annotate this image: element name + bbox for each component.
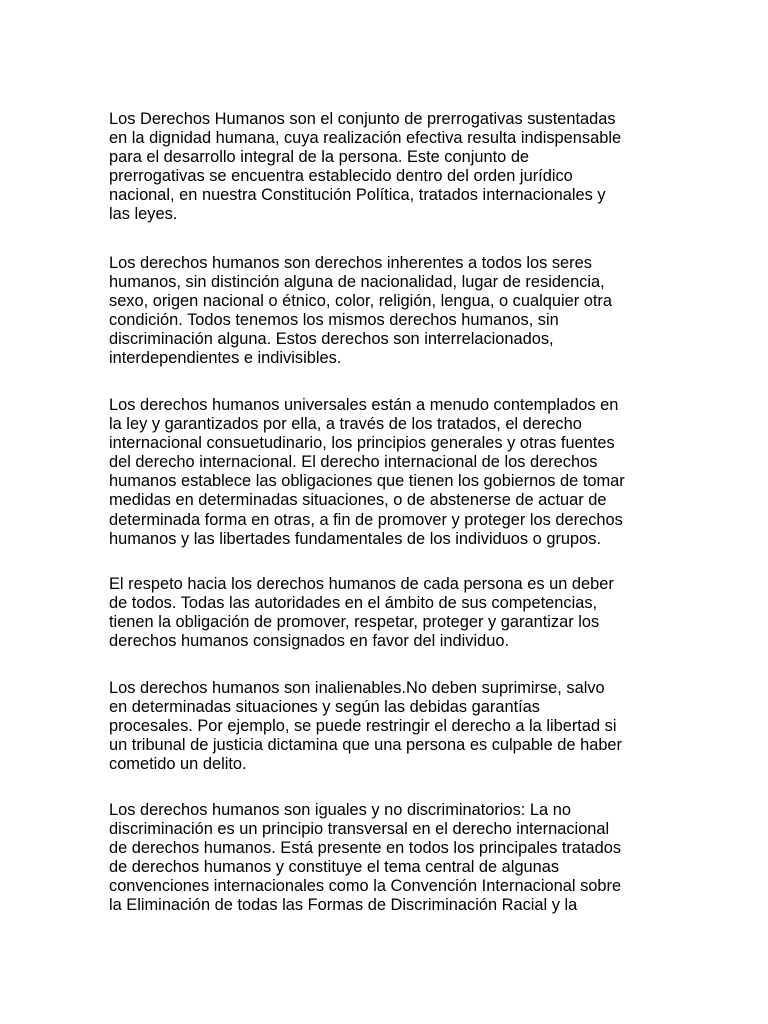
paragraph-line: discriminación es un principio transversal en el derecho internacional (109, 820, 610, 839)
paragraph-line: El respeto hacia los derechos humanos de cada persona es un deber (109, 575, 614, 593)
paragraph-line: para el desarrollo integral de la persona. Este conjunto de (109, 148, 530, 167)
paragraph-line: de derechos humanos. Está presente en todos los principales tratados (109, 839, 622, 858)
paragraph-5 (109, 679, 669, 774)
paragraph-6 (109, 801, 669, 916)
paragraph-line: cometido un delito. (109, 755, 247, 774)
paragraph-line: determinada forma en otras, a fin de promover y proteger los derechos (109, 510, 623, 529)
paragraph-line: Los derechos humanos son inalienables.No deben suprimirse, salvo (109, 679, 605, 697)
paragraph-line: medidas en determinadas situaciones, o de abstenerse de actuar de (109, 491, 607, 510)
paragraph-4 (109, 575, 669, 651)
paragraph-line: tienen la obligación de promover, respetar, proteger y garantizar los (109, 613, 600, 632)
paragraph-line: un tribunal de justicia dictamina que una persona es culpable de haber (109, 736, 623, 755)
paragraph-line: la Eliminación de todas las Formas de Discriminación Racial y la (109, 896, 578, 915)
paragraph-3 (109, 396, 669, 549)
paragraph-line: Los derechos humanos son derechos inherentes a todos los seres (109, 254, 592, 272)
paragraph-line: discriminación alguna. Estos derechos son interrelacionados, (109, 330, 554, 349)
paragraph-line: condición. Todos tenemos los mismos derechos humanos, sin (109, 311, 559, 330)
paragraph-line: nacional, en nuestra Constitución Política, tratados internacionales y (109, 186, 606, 205)
paragraph-line: Los Derechos Humanos son el conjunto de prerrogativas sustentadas (109, 110, 616, 128)
paragraph-line: sexo, origen nacional o étnico, color, religión, lengua, o cualquier otra (109, 292, 612, 311)
paragraph-line: las leyes. (109, 205, 178, 224)
paragraph-line: en determinadas situaciones y según las debidas garantías (109, 698, 540, 717)
paragraph-1 (109, 110, 669, 225)
paragraph-line: procesales. Por ejemplo, se puede restringir el derecho a la libertad si (109, 717, 617, 736)
paragraph-line: en la dignidad humana, cuya realización efectiva resulta indispensable (109, 129, 622, 148)
paragraph-line: prerrogativas se encuentra establecido dentro del orden jurídico (109, 167, 573, 186)
paragraph-line: humanos establece las obligaciones que tienen los gobiernos de tomar (109, 472, 625, 491)
paragraph-2 (109, 254, 669, 369)
paragraph-line: convenciones internacionales como la Convención Internacional sobre (109, 877, 622, 896)
paragraph-line: de todos. Todas las autoridades en el ámbito de sus competencias, (109, 594, 598, 613)
paragraph-line: derechos humanos consignados en favor del individuo. (109, 632, 510, 651)
paragraph-line: humanos y las libertades fundamentales de los individuos o grupos. (109, 529, 602, 548)
paragraph-line: Los derechos humanos universales están a menudo contemplados en (109, 396, 619, 414)
paragraph-line: interdependientes e indivisibles. (109, 349, 342, 368)
paragraph-line: de derechos humanos y constituye el tema central de algunas (109, 858, 560, 877)
paragraph-line: internacional consuetudinario, los principios generales y otras fuentes (109, 434, 615, 453)
paragraph-line: humanos, sin distinción alguna de nacionalidad, lugar de residencia, (109, 273, 605, 292)
paragraph-line: la ley y garantizados por ella, a través de los tratados, el derecho (109, 415, 582, 434)
paragraph-line: Los derechos humanos son iguales y no discriminatorios: La no (109, 801, 571, 819)
paragraph-line: del derecho internacional. El derecho internacional de los derechos (109, 453, 598, 472)
